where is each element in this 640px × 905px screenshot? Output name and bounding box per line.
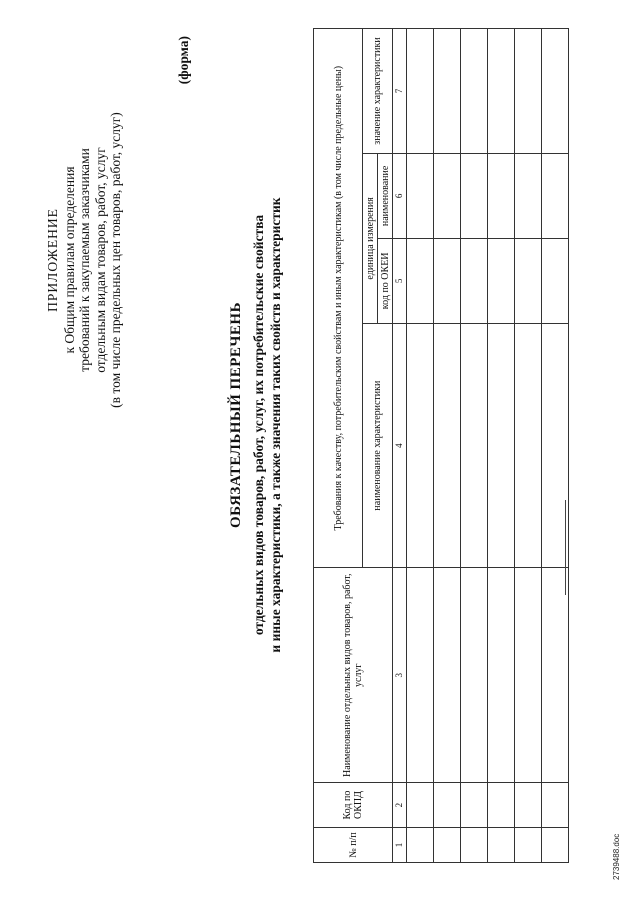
column-number: 2	[393, 783, 407, 828]
column-number: 5	[393, 238, 407, 323]
table-cell	[461, 323, 488, 568]
table-cell	[407, 323, 434, 568]
header-requirements: Требования к качеству, потребительским свойствам и иным характеристикам (в том числе предельные цены)	[314, 29, 363, 568]
table-row	[515, 29, 542, 863]
table-cell	[434, 783, 461, 828]
column-number: 1	[393, 828, 407, 863]
table-cell	[461, 153, 488, 238]
header-okei-code: код по ОКЕИ	[378, 238, 393, 323]
column-number: 6	[393, 153, 407, 238]
table-cell	[542, 783, 569, 828]
table-cell	[515, 783, 542, 828]
column-number: 4	[393, 323, 407, 568]
table-cell	[488, 568, 515, 783]
table-cell	[515, 828, 542, 863]
table-cell	[407, 29, 434, 154]
table-cell	[515, 153, 542, 238]
form-label: (форма)	[176, 36, 191, 85]
table-cell	[515, 568, 542, 783]
table-cell	[461, 828, 488, 863]
table-cell	[515, 323, 542, 568]
header-characteristic-value: значение характеристики	[363, 29, 393, 154]
table-cell	[488, 828, 515, 863]
table-cell	[542, 238, 569, 323]
appendix-title: ПРИЛОЖЕНИЕ	[45, 208, 60, 312]
table-cell	[461, 783, 488, 828]
appendix-line: отдельным видам товаров, работ, услуг	[92, 147, 108, 373]
table-row	[461, 29, 488, 863]
table-cell	[461, 29, 488, 154]
subtitle-line: отдельных видов товаров, работ, услуг, их потребительские свойства	[251, 214, 266, 636]
table-cell	[488, 783, 515, 828]
document-title: ОБЯЗАТЕЛЬНЫЙ ПЕРЕЧЕНЬ	[228, 302, 244, 529]
table-cell	[515, 238, 542, 323]
table-cell	[488, 238, 515, 323]
table-cell	[434, 568, 461, 783]
table-row	[542, 29, 569, 863]
table-cell	[434, 323, 461, 568]
appendix-block	[45, 40, 124, 480]
table-cell	[542, 828, 569, 863]
table-cell	[434, 153, 461, 238]
table-row	[434, 29, 461, 863]
header-unit-name: наименование	[378, 153, 393, 238]
header-unit: единица измерения	[363, 153, 378, 323]
appendix-line: требований к закупаемым заказчиками	[77, 148, 92, 372]
appendix-line: к Общим правилам определения	[61, 166, 77, 354]
header-num: № п/п	[314, 828, 393, 863]
subtitle-line: и иные характеристики, а также значения таких свойств и характеристик	[268, 197, 283, 653]
table-row	[407, 29, 434, 863]
table-cell	[434, 828, 461, 863]
table-cell	[407, 568, 434, 783]
table-cell	[488, 323, 515, 568]
appendix-line: (в том числе предельных цен товаров, работ, услуг)	[108, 112, 123, 408]
header-characteristic-name: наименование характеристики	[363, 323, 393, 568]
table-cell	[434, 238, 461, 323]
separator-line	[565, 500, 566, 595]
table-cell	[542, 153, 569, 238]
document-subtitle	[250, 65, 284, 785]
table-cell	[461, 238, 488, 323]
table-cell	[461, 568, 488, 783]
table-row	[488, 29, 515, 863]
table-cell	[542, 568, 569, 783]
header-okpd-code: Код по ОКПД	[314, 783, 393, 828]
table-cell	[407, 153, 434, 238]
table-cell	[488, 29, 515, 154]
table-cell	[407, 783, 434, 828]
document-filename: 2739488.doc	[612, 833, 621, 880]
table-cell	[542, 29, 569, 154]
requirements-table	[313, 28, 569, 863]
table-cell	[488, 153, 515, 238]
table-cell	[515, 29, 542, 154]
column-number: 3	[393, 568, 407, 783]
header-item-name: Наименование отдельных видов товаров, работ, услуг	[314, 568, 393, 783]
table-cell	[407, 828, 434, 863]
table-cell	[407, 238, 434, 323]
column-number: 7	[393, 29, 407, 154]
table-cell	[434, 29, 461, 154]
